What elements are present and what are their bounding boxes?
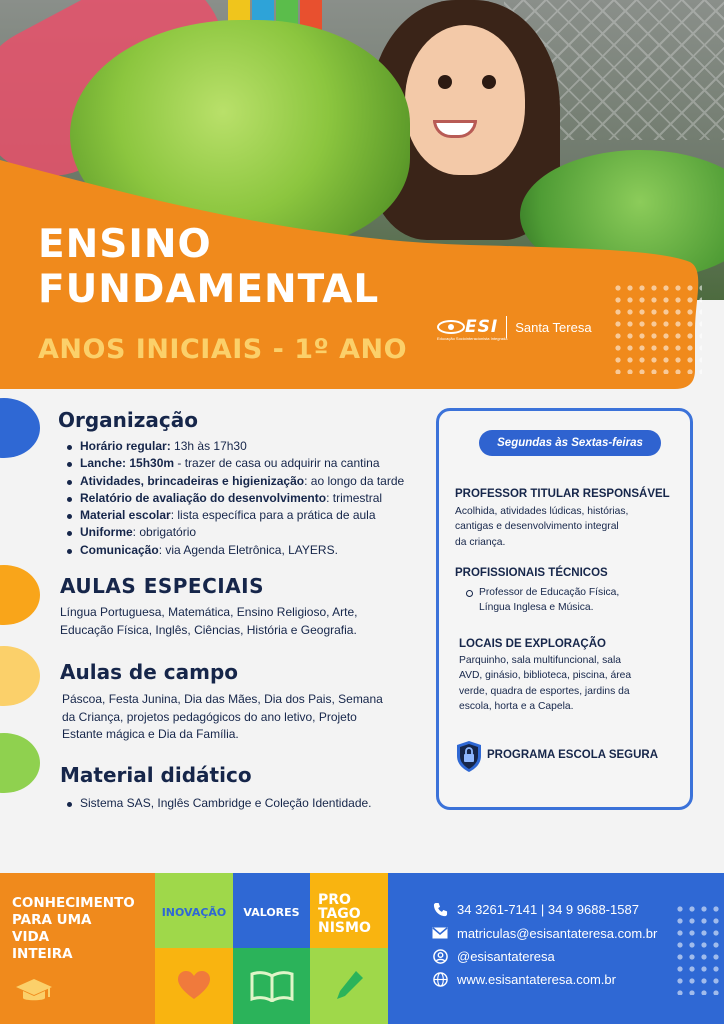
card-text-locais: Parquinho, sala multifuncional, sala AVD, ginásio, biblioteca, piscina, área verde, quadra de esportes, jardins da escola, horta e a Capela.	[459, 655, 632, 712]
section-title-organizacao: Organização	[58, 408, 198, 432]
info-card	[436, 408, 693, 810]
aulas-campo-text: Páscoa, Festa Junina, Dia das Mães, Dia dos Pais, Semana da Criança, projetos pedagógicos do ano letivo, Projeto Estante mágica e Dia da Família.	[62, 692, 383, 741]
section-title-aulas-especiais: AULAS ESPECIAIS	[60, 574, 265, 598]
instagram-text: @esisantateresa	[457, 948, 555, 964]
list-item: Relatório de avaliação do desenvolvimento: trimestral	[66, 490, 404, 507]
contact-website[interactable]	[432, 971, 616, 987]
card-text-tecnicos: Professor de Educação Física, Língua Inglesa e Música.	[465, 585, 619, 616]
card-text-professor: Acolhida, atividades lúdicas, histórias, cantigas e desenvolvimento integral da criança.	[455, 506, 629, 548]
card-heading-tecnicos: PROFISSIONAIS TÉCNICOS	[455, 567, 608, 579]
list-item: Material escolar: lista específica para a prática de aula	[66, 507, 404, 524]
footer	[0, 873, 724, 1024]
list-item: Lanche: 15h30m - trazer de casa ou adquirir na cantina	[66, 455, 404, 472]
list-item: Uniforme: obrigatório	[66, 524, 404, 541]
logo-tagline: Educação Sociointeracionista Integrada	[437, 336, 508, 341]
list-item: Comunicação: via Agenda Eletrônica, LAYERS.	[66, 542, 404, 559]
tile-inovacao: INOVAÇÃO	[155, 873, 233, 948]
tile-pencil	[310, 948, 388, 1024]
contact-phone[interactable]	[432, 901, 639, 917]
tile-protagonismo: PRO TAGO NISMO	[310, 873, 388, 948]
section-title-material: Material didático	[60, 763, 252, 787]
section-bullet-circle	[0, 565, 40, 625]
footer-slogan-block	[0, 873, 155, 1024]
section-bullet-circle	[0, 733, 40, 793]
phone-text: 34 3261-7141 | 34 9 9688-1587	[457, 901, 639, 917]
organizacao-list	[66, 438, 404, 559]
logo-swirl-icon	[437, 320, 465, 334]
list-item: Sistema SAS, Inglês Cambridge e Coleção Identidade.	[66, 795, 372, 812]
mail-icon	[432, 925, 448, 941]
list-item: Atividades, brincadeiras e higienização: ao longo da tarde	[66, 473, 404, 490]
schedule-pill: Segundas às Sextas-feiras	[479, 430, 661, 456]
school-logo	[437, 316, 592, 341]
book-icon	[250, 970, 294, 1002]
footer-slogan: CONHECIMENTO PARA UMA VIDA INTEIRA	[12, 895, 135, 962]
phone-icon	[432, 901, 448, 917]
tile-heart	[155, 948, 233, 1024]
programa-escola-segura: PROGRAMA ESCOLA SEGURA	[487, 749, 659, 761]
section-bullet-circle	[0, 646, 40, 706]
logo-mark: ESI	[465, 317, 499, 337]
tile-valores: VALORES	[233, 873, 310, 948]
hero-banner	[0, 0, 724, 390]
card-heading-professor: PROFESSOR TITULAR RESPONSÁVEL	[455, 488, 670, 500]
graduation-cap-icon	[14, 976, 54, 1006]
page-title: ENSINO FUNDAMENTAL	[38, 222, 380, 312]
user-circle-icon	[432, 948, 448, 964]
card-heading-locais: LOCAIS DE EXPLORAÇÃO	[459, 638, 606, 650]
material-list	[66, 795, 372, 812]
tile-book	[233, 948, 310, 1024]
decorative-dots	[612, 282, 702, 374]
decorative-dots	[674, 903, 722, 995]
contact-instagram[interactable]	[432, 948, 555, 964]
email-text: matriculas@esisantateresa.com.br	[457, 925, 658, 941]
heart-icon	[177, 970, 211, 1000]
logo-school-name: Santa Teresa	[515, 319, 592, 335]
section-bullet-circle	[0, 398, 40, 458]
page-subtitle: ANOS INICIAIS - 1º ANO	[38, 334, 408, 365]
contact-email[interactable]	[432, 925, 657, 941]
website-text: www.esisantateresa.com.br	[457, 971, 616, 987]
aulas-especiais-text: Língua Portuguesa, Matemática, Ensino Religioso, Arte, Educação Física, Inglês, Ciências, História e Geografia.	[60, 605, 358, 637]
shield-lock-icon	[455, 740, 483, 773]
list-item: Horário regular: 13h às 17h30	[66, 438, 404, 455]
section-title-aulas-campo: Aulas de campo	[60, 660, 239, 684]
pencil-icon	[334, 968, 366, 1002]
globe-icon	[432, 971, 448, 987]
